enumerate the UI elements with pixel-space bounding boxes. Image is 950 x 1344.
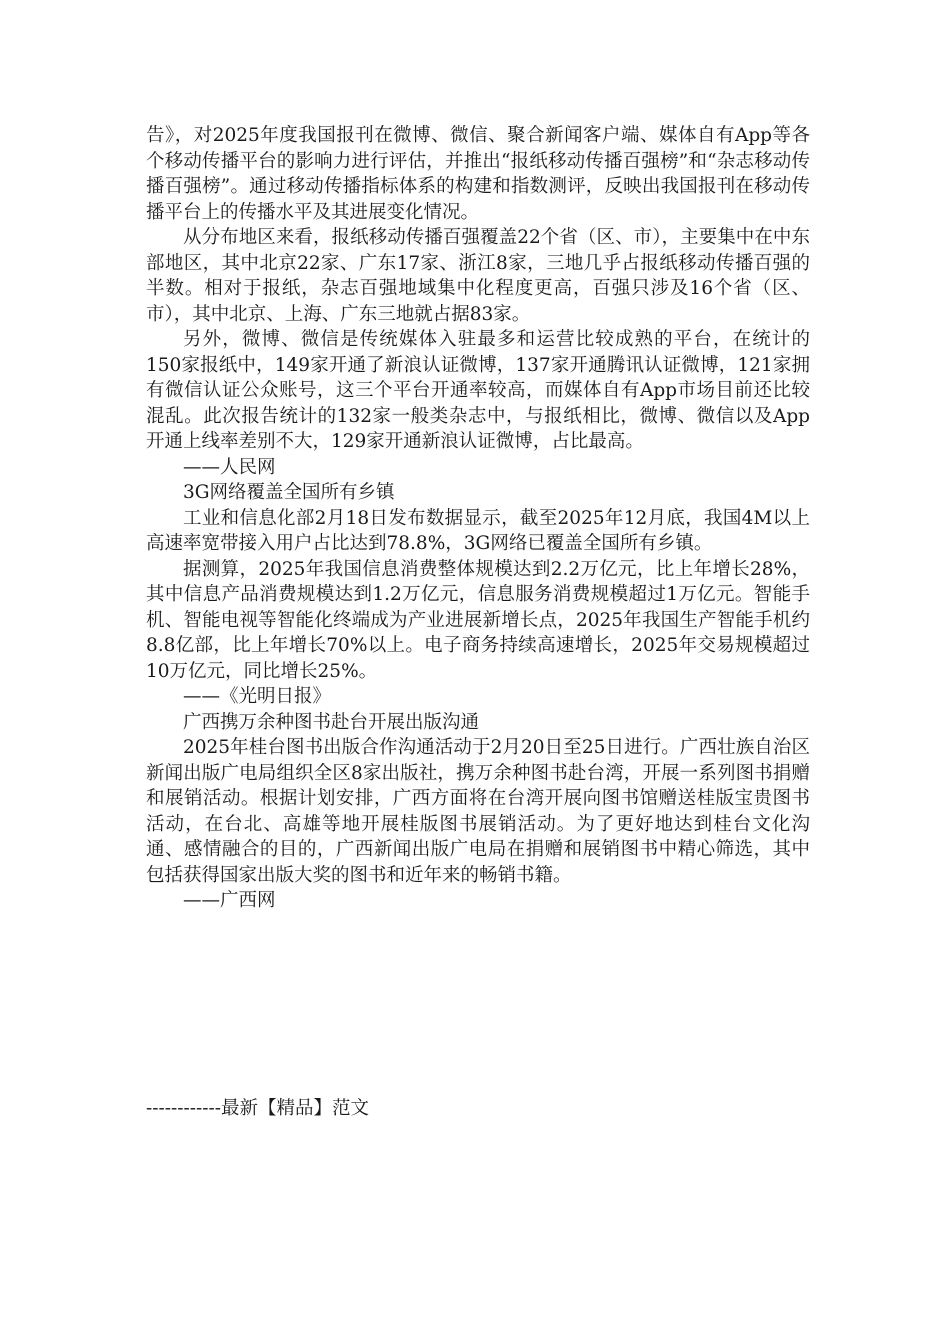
- paragraph-weibo-wechat: 另外，微博、微信是传统媒体入驻最多和运营比较成熟的平台，在统计的150家报纸中，149家开通了新浪认证微博，137家开通腾讯认证微博，121家拥有微信认证公众账号，这三个平台开通率较高，而媒体自有App市场目前还比较混乱。此次报告统计的132家一般类杂志中，与报纸相比，微博、微信以及App开通上线率差别不大，129家开通新浪认证微博，占比最高。: [146, 329, 810, 452]
- paragraph-broadband-data: 工业和信息化部2月18日发布数据显示，截至2025年12月底，我国4M以上高速率宽带接入用户占比达到78.8%，3G网络已覆盖全国所有乡镇。: [146, 507, 810, 554]
- source-people-net: ——人民网: [183, 456, 276, 478]
- source-guangming-daily: ——《光明日报》: [183, 686, 332, 707]
- paragraph-regional-distribution: 从分布地区来看，报纸移动传播百强覆盖22个省（区、市），主要集中在中东部地区，其中北京22家、广东17家、浙江8家，三地几乎占报纸移动传播百强的半数。相对于报纸，杂志百强地域集中化程度更高，百强只涉及16个省（区、市），其中北京、上海、广东三地就占据83家。: [146, 227, 810, 325]
- footer-tagline: ------------最新【精品】范文: [146, 1098, 370, 1119]
- document-body: [146, 123, 810, 914]
- paragraph-guangxi-taiwan: 2025年桂台图书出版合作沟通活动于2月20日至25日进行。广西壮族自治区新闻出版广电局组织全区8家出版社，携万余种图书赴台湾，开展一系列图书捐赠和展销活动。根据计划安排，广西方面将在台湾开展向图书馆赠送桂版宝贵图书活动，在台北、高雄等地开展桂版图书展销活动。为了更好地达到桂台文化沟通、感情融合的目的，广西新闻出版广电局在捐赠和展销图书中精心筛选，其中包括获得国家出版大奖的图书和近年来的畅销书籍。: [146, 737, 810, 886]
- source-guangxi-net: ——广西网: [183, 890, 276, 911]
- paragraph-report-intro: 告》，对2025年度我国报刊在微博、微信、聚合新闻客户端、媒体自有App等各个移动传播平台的影响力进行评估，并推出“报纸移动传播百强榜”和“杂志移动传播百强榜”。通过移动传播指标体系的构建和指数测评，反映出我国报刊在移动传播平台上的传播水平及其进展变化情况。: [146, 125, 810, 223]
- headline-3g-coverage: 3G网络覆盖全国所有乡镇: [183, 482, 395, 503]
- paragraph-info-consumption: 据测算，2025年我国信息消费整体规模达到2.2万亿元，比上年增长28%，其中信息产品消费规模达到1.2万亿元，信息服务消费规模超过1万亿元。智能手机、智能电视等智能化终端成为产业进展新增长点，2025年我国生产智能手机约8.8亿部，比上年增长70%以上。电子商务持续高速增长，2025年交易规模超过10万亿元，同比增长25%。: [146, 558, 810, 682]
- headline-guangxi-books: 广西携万余种图书赴台开展出版沟通: [183, 711, 480, 733]
